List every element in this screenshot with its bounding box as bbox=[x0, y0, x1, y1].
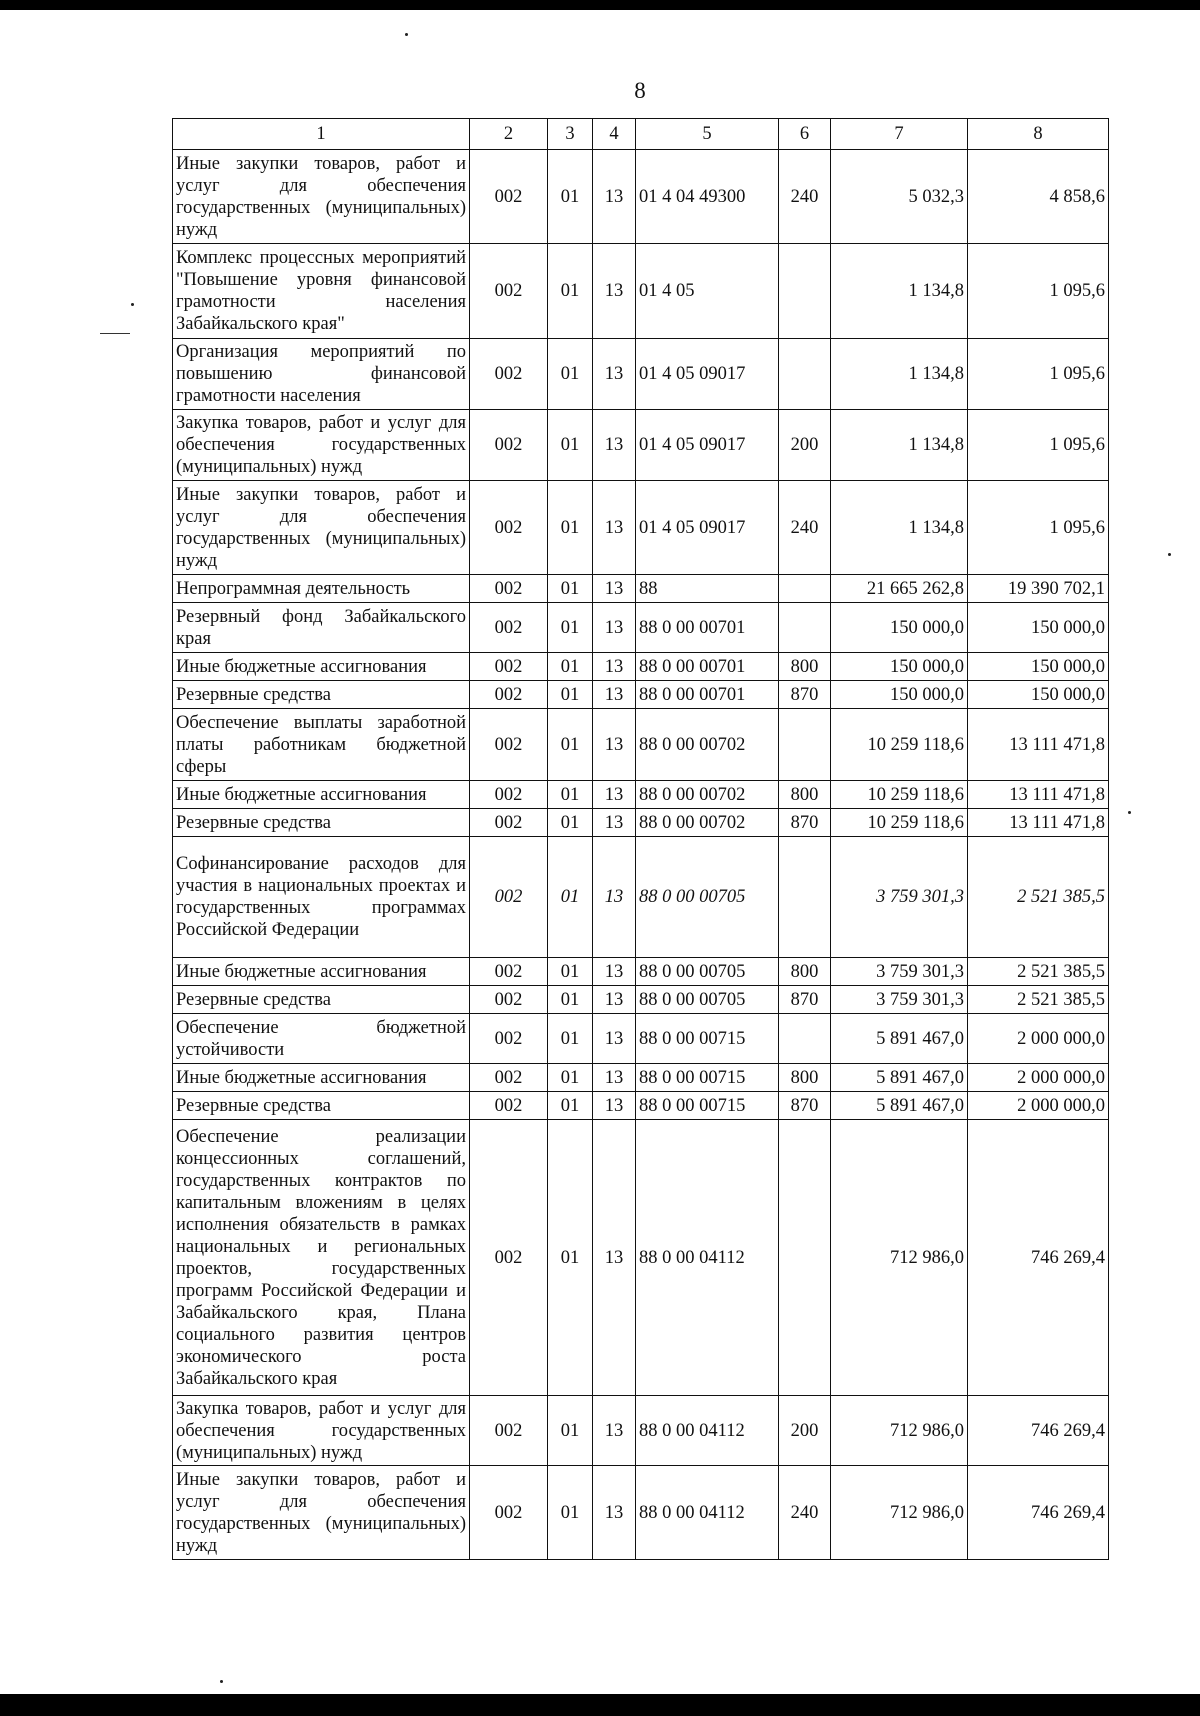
row-name: Резервный фонд Забайкальского края bbox=[173, 603, 470, 653]
row-rz: 01 bbox=[548, 481, 593, 575]
row-grbs: 002 bbox=[470, 681, 548, 709]
row-vr bbox=[779, 244, 831, 339]
row-pr: 13 bbox=[593, 481, 636, 575]
table-row bbox=[173, 1466, 1109, 1560]
table-row bbox=[173, 1064, 1109, 1092]
scan-edge-bottom bbox=[0, 1694, 1200, 1716]
row-sum-2: 150 000,0 bbox=[968, 653, 1109, 681]
table-row bbox=[173, 1092, 1109, 1120]
row-sum-1: 712 986,0 bbox=[831, 1396, 968, 1466]
row-name: Иные бюджетные ассигнования bbox=[173, 781, 470, 809]
row-csr: 01 4 05 bbox=[636, 244, 779, 339]
row-sum-1: 1 134,8 bbox=[831, 244, 968, 339]
row-name: Резервные средства bbox=[173, 1092, 470, 1120]
row-rz: 01 bbox=[548, 1396, 593, 1466]
row-name: Организация мероприятий по повышению финансовой грамотности населения bbox=[173, 339, 470, 410]
row-grbs: 002 bbox=[470, 958, 548, 986]
row-vr: 800 bbox=[779, 958, 831, 986]
row-sum-2: 1 095,6 bbox=[968, 410, 1109, 481]
row-grbs: 002 bbox=[470, 603, 548, 653]
row-rz: 01 bbox=[548, 837, 593, 958]
table-row bbox=[173, 837, 1109, 958]
row-grbs: 002 bbox=[470, 1092, 548, 1120]
row-pr: 13 bbox=[593, 1120, 636, 1396]
row-rz: 01 bbox=[548, 410, 593, 481]
row-name: Софинансирование расходов для участия в национальных проектах и государственных программах Российской Федерации bbox=[173, 837, 470, 958]
table-row bbox=[173, 681, 1109, 709]
row-vr: 240 bbox=[779, 150, 831, 244]
row-vr: 800 bbox=[779, 1064, 831, 1092]
row-rz: 01 bbox=[548, 1014, 593, 1064]
row-grbs: 002 bbox=[470, 481, 548, 575]
row-vr: 200 bbox=[779, 1396, 831, 1466]
row-rz: 01 bbox=[548, 986, 593, 1014]
row-name: Иные закупки товаров, работ и услуг для обеспечения государственных (муниципальных) нужд bbox=[173, 481, 470, 575]
row-name: Комплекс процессных мероприятий "Повышение уровня финансовой грамотности населения Забайкальского края" bbox=[173, 244, 470, 339]
table-row bbox=[173, 1014, 1109, 1064]
scan-edge-top bbox=[0, 0, 1200, 10]
row-name: Иные закупки товаров, работ и услуг для обеспечения государственных (муниципальных) нужд bbox=[173, 1466, 470, 1560]
row-pr: 13 bbox=[593, 809, 636, 837]
scan-speck bbox=[1168, 553, 1171, 556]
row-sum-2: 2 521 385,5 bbox=[968, 837, 1109, 958]
table-row bbox=[173, 1396, 1109, 1466]
row-rz: 01 bbox=[548, 809, 593, 837]
row-sum-1: 3 759 301,3 bbox=[831, 986, 968, 1014]
row-sum-2: 4 858,6 bbox=[968, 150, 1109, 244]
row-grbs: 002 bbox=[470, 150, 548, 244]
row-pr: 13 bbox=[593, 575, 636, 603]
row-name: Резервные средства bbox=[173, 681, 470, 709]
row-sum-1: 150 000,0 bbox=[831, 603, 968, 653]
row-grbs: 002 bbox=[470, 410, 548, 481]
row-pr: 13 bbox=[593, 709, 636, 781]
row-csr: 88 0 00 00715 bbox=[636, 1064, 779, 1092]
row-csr: 88 0 00 00701 bbox=[636, 603, 779, 653]
row-vr bbox=[779, 575, 831, 603]
row-sum-2: 746 269,4 bbox=[968, 1120, 1109, 1396]
row-pr: 13 bbox=[593, 603, 636, 653]
row-pr: 13 bbox=[593, 653, 636, 681]
row-pr: 13 bbox=[593, 244, 636, 339]
row-csr: 88 0 00 00705 bbox=[636, 986, 779, 1014]
row-rz: 01 bbox=[548, 244, 593, 339]
row-csr: 88 bbox=[636, 575, 779, 603]
row-sum-2: 1 095,6 bbox=[968, 244, 1109, 339]
row-vr bbox=[779, 709, 831, 781]
budget-table bbox=[172, 118, 1109, 1560]
row-rz: 01 bbox=[548, 958, 593, 986]
row-csr: 88 0 00 00702 bbox=[636, 809, 779, 837]
row-name: Резервные средства bbox=[173, 986, 470, 1014]
row-sum-1: 5 891 467,0 bbox=[831, 1014, 968, 1064]
row-sum-1: 150 000,0 bbox=[831, 653, 968, 681]
row-pr: 13 bbox=[593, 1466, 636, 1560]
row-sum-1: 5 891 467,0 bbox=[831, 1092, 968, 1120]
row-rz: 01 bbox=[548, 150, 593, 244]
row-vr: 800 bbox=[779, 781, 831, 809]
table-row bbox=[173, 410, 1109, 481]
row-rz: 01 bbox=[548, 681, 593, 709]
row-grbs: 002 bbox=[470, 1014, 548, 1064]
header-row bbox=[173, 119, 1109, 150]
scan-speck bbox=[220, 1680, 223, 1683]
row-csr: 88 0 00 00701 bbox=[636, 681, 779, 709]
row-csr: 01 4 04 49300 bbox=[636, 150, 779, 244]
row-sum-2: 2 000 000,0 bbox=[968, 1014, 1109, 1064]
row-rz: 01 bbox=[548, 339, 593, 410]
col-header-4: 4 bbox=[593, 119, 636, 150]
row-csr: 88 0 00 00715 bbox=[636, 1014, 779, 1064]
row-sum-1: 1 134,8 bbox=[831, 410, 968, 481]
row-sum-2: 2 000 000,0 bbox=[968, 1092, 1109, 1120]
col-header-2: 2 bbox=[470, 119, 548, 150]
row-grbs: 002 bbox=[470, 1120, 548, 1396]
col-header-8: 8 bbox=[968, 119, 1109, 150]
table-row bbox=[173, 603, 1109, 653]
row-name: Иные закупки товаров, работ и услуг для обеспечения государственных (муниципальных) нужд bbox=[173, 150, 470, 244]
row-vr: 240 bbox=[779, 481, 831, 575]
row-grbs: 002 bbox=[470, 781, 548, 809]
row-sum-1: 21 665 262,8 bbox=[831, 575, 968, 603]
row-rz: 01 bbox=[548, 1092, 593, 1120]
table-row bbox=[173, 958, 1109, 986]
row-csr: 88 0 00 00715 bbox=[636, 1092, 779, 1120]
row-grbs: 002 bbox=[470, 837, 548, 958]
scan-speck bbox=[1128, 811, 1131, 814]
row-name: Закупка товаров, работ и услуг для обеспечения государственных (муниципальных) нужд bbox=[173, 410, 470, 481]
row-sum-1: 1 134,8 bbox=[831, 481, 968, 575]
row-vr bbox=[779, 1120, 831, 1396]
row-name: Закупка товаров, работ и услуг для обеспечения государственных (муниципальных) нужд bbox=[173, 1396, 470, 1466]
row-csr: 88 0 00 00701 bbox=[636, 653, 779, 681]
scan-speck bbox=[405, 33, 408, 36]
row-grbs: 002 bbox=[470, 1064, 548, 1092]
row-grbs: 002 bbox=[470, 709, 548, 781]
row-vr bbox=[779, 1014, 831, 1064]
row-sum-2: 19 390 702,1 bbox=[968, 575, 1109, 603]
row-name: Обеспечение бюджетной устойчивости bbox=[173, 1014, 470, 1064]
row-sum-1: 712 986,0 bbox=[831, 1466, 968, 1560]
row-pr: 13 bbox=[593, 1092, 636, 1120]
row-rz: 01 bbox=[548, 603, 593, 653]
row-rz: 01 bbox=[548, 1064, 593, 1092]
row-sum-1: 5 891 467,0 bbox=[831, 1064, 968, 1092]
row-sum-2: 13 111 471,8 bbox=[968, 809, 1109, 837]
row-csr: 01 4 05 09017 bbox=[636, 481, 779, 575]
row-sum-2: 13 111 471,8 bbox=[968, 709, 1109, 781]
row-sum-1: 712 986,0 bbox=[831, 1120, 968, 1396]
row-name: Иные бюджетные ассигнования bbox=[173, 653, 470, 681]
row-rz: 01 bbox=[548, 575, 593, 603]
table-row bbox=[173, 809, 1109, 837]
row-sum-2: 1 095,6 bbox=[968, 481, 1109, 575]
row-name: Иные бюджетные ассигнования bbox=[173, 1064, 470, 1092]
row-csr: 88 0 00 00702 bbox=[636, 709, 779, 781]
col-header-5: 5 bbox=[636, 119, 779, 150]
row-csr: 88 0 00 04112 bbox=[636, 1396, 779, 1466]
row-sum-1: 3 759 301,3 bbox=[831, 958, 968, 986]
row-pr: 13 bbox=[593, 1396, 636, 1466]
row-sum-1: 3 759 301,3 bbox=[831, 837, 968, 958]
row-sum-2: 2 000 000,0 bbox=[968, 1064, 1109, 1092]
row-sum-2: 2 521 385,5 bbox=[968, 958, 1109, 986]
row-csr: 88 0 00 00705 bbox=[636, 958, 779, 986]
row-grbs: 002 bbox=[470, 986, 548, 1014]
row-sum-1: 10 259 118,6 bbox=[831, 709, 968, 781]
row-csr: 88 0 00 00705 bbox=[636, 837, 779, 958]
row-pr: 13 bbox=[593, 150, 636, 244]
row-vr bbox=[779, 603, 831, 653]
row-sum-1: 10 259 118,6 bbox=[831, 809, 968, 837]
row-sum-2: 746 269,4 bbox=[968, 1466, 1109, 1560]
col-header-6: 6 bbox=[779, 119, 831, 150]
row-vr: 240 bbox=[779, 1466, 831, 1560]
row-grbs: 002 bbox=[470, 809, 548, 837]
table-row bbox=[173, 150, 1109, 244]
row-vr: 870 bbox=[779, 809, 831, 837]
scan-mark bbox=[100, 333, 130, 334]
row-pr: 13 bbox=[593, 1064, 636, 1092]
row-pr: 13 bbox=[593, 986, 636, 1014]
row-rz: 01 bbox=[548, 781, 593, 809]
col-header-7: 7 bbox=[831, 119, 968, 150]
row-rz: 01 bbox=[548, 1120, 593, 1396]
row-pr: 13 bbox=[593, 681, 636, 709]
row-csr: 88 0 00 04112 bbox=[636, 1120, 779, 1396]
table-row bbox=[173, 244, 1109, 339]
row-vr: 200 bbox=[779, 410, 831, 481]
row-grbs: 002 bbox=[470, 244, 548, 339]
row-grbs: 002 bbox=[470, 339, 548, 410]
row-pr: 13 bbox=[593, 958, 636, 986]
row-pr: 13 bbox=[593, 339, 636, 410]
row-sum-2: 1 095,6 bbox=[968, 339, 1109, 410]
row-rz: 01 bbox=[548, 1466, 593, 1560]
row-name: Непрограммная деятельность bbox=[173, 575, 470, 603]
row-vr bbox=[779, 339, 831, 410]
row-grbs: 002 bbox=[470, 575, 548, 603]
row-sum-2: 150 000,0 bbox=[968, 681, 1109, 709]
scan-speck bbox=[131, 303, 134, 306]
table-row bbox=[173, 781, 1109, 809]
row-sum-1: 150 000,0 bbox=[831, 681, 968, 709]
row-sum-2: 746 269,4 bbox=[968, 1396, 1109, 1466]
row-csr: 88 0 00 00702 bbox=[636, 781, 779, 809]
row-csr: 88 0 00 04112 bbox=[636, 1466, 779, 1560]
row-pr: 13 bbox=[593, 781, 636, 809]
row-vr: 870 bbox=[779, 1092, 831, 1120]
table-row bbox=[173, 709, 1109, 781]
row-vr: 800 bbox=[779, 653, 831, 681]
row-vr: 870 bbox=[779, 986, 831, 1014]
row-pr: 13 bbox=[593, 837, 636, 958]
table-row bbox=[173, 339, 1109, 410]
col-header-3: 3 bbox=[548, 119, 593, 150]
table-row bbox=[173, 481, 1109, 575]
row-grbs: 002 bbox=[470, 653, 548, 681]
row-sum-2: 150 000,0 bbox=[968, 603, 1109, 653]
row-sum-1: 5 032,3 bbox=[831, 150, 968, 244]
row-vr bbox=[779, 837, 831, 958]
row-sum-2: 2 521 385,5 bbox=[968, 986, 1109, 1014]
row-pr: 13 bbox=[593, 1014, 636, 1064]
row-rz: 01 bbox=[548, 653, 593, 681]
col-header-1: 1 bbox=[173, 119, 470, 150]
table-row bbox=[173, 1120, 1109, 1396]
row-csr: 01 4 05 09017 bbox=[636, 339, 779, 410]
row-csr: 01 4 05 09017 bbox=[636, 410, 779, 481]
table-row bbox=[173, 986, 1109, 1014]
row-vr: 870 bbox=[779, 681, 831, 709]
page-number: 8 bbox=[634, 78, 646, 103]
table-row bbox=[173, 653, 1109, 681]
row-name: Обеспечение реализации концессионных соглашений, государственных контрактов по капитальным вложениям в целях исполнения обязательств в рамках национальных и региональных проектов, государственных программ Российской Федерации и Забайкальского края, Плана социального развития центров экономического роста Забайкальского края bbox=[173, 1120, 470, 1396]
row-sum-2: 13 111 471,8 bbox=[968, 781, 1109, 809]
row-name: Резервные средства bbox=[173, 809, 470, 837]
row-sum-1: 1 134,8 bbox=[831, 339, 968, 410]
table-row bbox=[173, 575, 1109, 603]
row-grbs: 002 bbox=[470, 1396, 548, 1466]
row-sum-1: 10 259 118,6 bbox=[831, 781, 968, 809]
row-rz: 01 bbox=[548, 709, 593, 781]
row-pr: 13 bbox=[593, 410, 636, 481]
row-name: Иные бюджетные ассигнования bbox=[173, 958, 470, 986]
row-grbs: 002 bbox=[470, 1466, 548, 1560]
row-name: Обеспечение выплаты заработной платы работникам бюджетной сферы bbox=[173, 709, 470, 781]
